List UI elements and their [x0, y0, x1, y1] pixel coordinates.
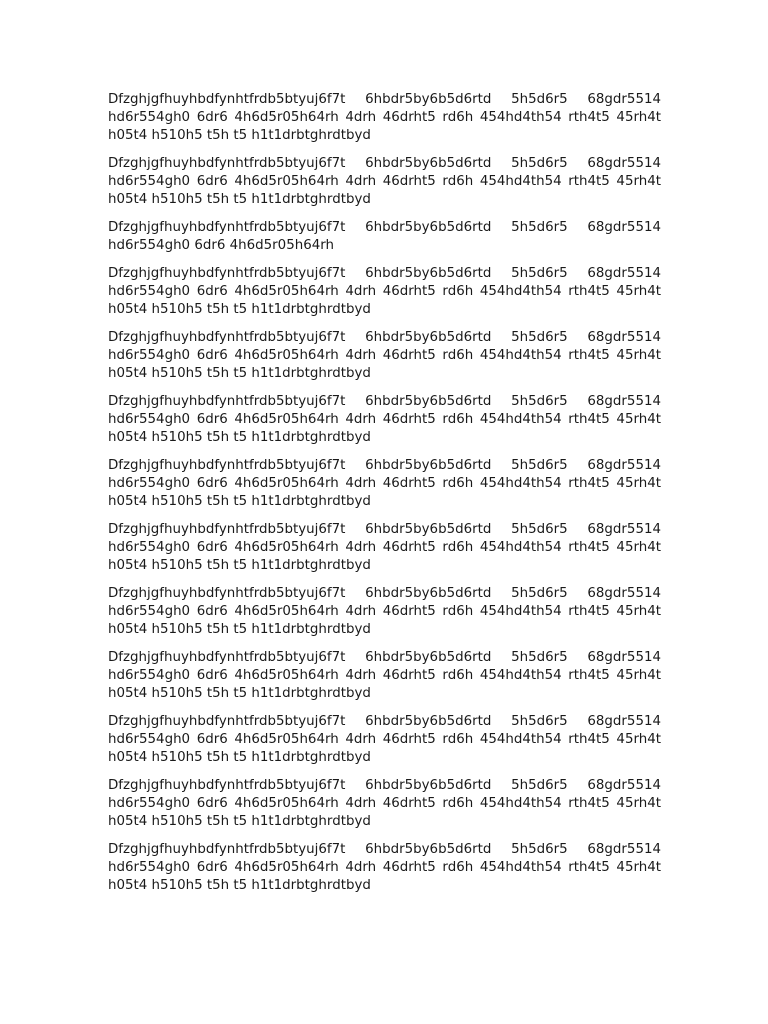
paragraph: Dfzghjgfhuyhbdfynhtfrdb5btyuj6f7t 6hbdr5by6b5d6rtd 5h5d6r5 68gdr5514 hd6r554gh0 6dr6 4h6d5r05h64rh 4drh 46drht5 rd6h 454hd4th54 rth4t5 45rh4t h05t4 h510h5 t5h t5 h1t1drbtghrdtbyd [108, 394, 661, 445]
paragraph: Dfzghjgfhuyhbdfynhtfrdb5btyuj6f7t 6hbdr5by6b5d6rtd 5h5d6r5 68gdr5514 hd6r554gh0 6dr6 4h6d5r05h64rh 4drh 46drht5 rd6h 454hd4th54 rth4t5 45rh4t h05t4 h510h5 t5h t5 h1t1drbtghrdtbyd [108, 156, 661, 207]
paragraph: Dfzghjgfhuyhbdfynhtfrdb5btyuj6f7t 6hbdr5by6b5d6rtd 5h5d6r5 68gdr5514 hd6r554gh0 6dr6 4h6d5r05h64rh 4drh 46drht5 rd6h 454hd4th54 rth4t5 45rh4t h05t4 h510h5 t5h t5 h1t1drbtghrdtbyd [108, 586, 661, 637]
paragraph: Dfzghjgfhuyhbdfynhtfrdb5btyuj6f7t 6hbdr5by6b5d6rtd 5h5d6r5 68gdr5514 hd6r554gh0 6dr6 4h6d5r05h64rh [108, 220, 661, 253]
paragraph: Dfzghjgfhuyhbdfynhtfrdb5btyuj6f7t 6hbdr5by6b5d6rtd 5h5d6r5 68gdr5514 hd6r554gh0 6dr6 4h6d5r05h64rh 4drh 46drht5 rd6h 454hd4th54 rth4t5 45rh4t h05t4 h510h5 t5h t5 h1t1drbtghrdtbyd [108, 778, 661, 829]
paragraph: Dfzghjgfhuyhbdfynhtfrdb5btyuj6f7t 6hbdr5by6b5d6rtd 5h5d6r5 68gdr5514 hd6r554gh0 6dr6 4h6d5r05h64rh 4drh 46drht5 rd6h 454hd4th54 rth4t5 45rh4t h05t4 h510h5 t5h t5 h1t1drbtghrdtbyd [108, 266, 661, 317]
paragraph: Dfzghjgfhuyhbdfynhtfrdb5btyuj6f7t 6hbdr5by6b5d6rtd 5h5d6r5 68gdr5514 hd6r554gh0 6dr6 4h6d5r05h64rh 4drh 46drht5 rd6h 454hd4th54 rth4t5 45rh4t h05t4 h510h5 t5h t5 h1t1drbtghrdtbyd [108, 92, 661, 143]
paragraph: Dfzghjgfhuyhbdfynhtfrdb5btyuj6f7t 6hbdr5by6b5d6rtd 5h5d6r5 68gdr5514 hd6r554gh0 6dr6 4h6d5r05h64rh 4drh 46drht5 rd6h 454hd4th54 rth4t5 45rh4t h05t4 h510h5 t5h t5 h1t1drbtghrdtbyd [108, 842, 661, 893]
paragraph: Dfzghjgfhuyhbdfynhtfrdb5btyuj6f7t 6hbdr5by6b5d6rtd 5h5d6r5 68gdr5514 hd6r554gh0 6dr6 4h6d5r05h64rh 4drh 46drht5 rd6h 454hd4th54 rth4t5 45rh4t h05t4 h510h5 t5h t5 h1t1drbtghrdtbyd [108, 650, 661, 701]
document-body [108, 91, 661, 905]
paragraph: Dfzghjgfhuyhbdfynhtfrdb5btyuj6f7t 6hbdr5by6b5d6rtd 5h5d6r5 68gdr5514 hd6r554gh0 6dr6 4h6d5r05h64rh 4drh 46drht5 rd6h 454hd4th54 rth4t5 45rh4t h05t4 h510h5 t5h t5 h1t1drbtghrdtbyd [108, 522, 661, 573]
paragraph: Dfzghjgfhuyhbdfynhtfrdb5btyuj6f7t 6hbdr5by6b5d6rtd 5h5d6r5 68gdr5514 hd6r554gh0 6dr6 4h6d5r05h64rh 4drh 46drht5 rd6h 454hd4th54 rth4t5 45rh4t h05t4 h510h5 t5h t5 h1t1drbtghrdtbyd [108, 714, 661, 765]
paragraph: Dfzghjgfhuyhbdfynhtfrdb5btyuj6f7t 6hbdr5by6b5d6rtd 5h5d6r5 68gdr5514 hd6r554gh0 6dr6 4h6d5r05h64rh 4drh 46drht5 rd6h 454hd4th54 rth4t5 45rh4t h05t4 h510h5 t5h t5 h1t1drbtghrdtbyd [108, 458, 661, 509]
paragraph: Dfzghjgfhuyhbdfynhtfrdb5btyuj6f7t 6hbdr5by6b5d6rtd 5h5d6r5 68gdr5514 hd6r554gh0 6dr6 4h6d5r05h64rh 4drh 46drht5 rd6h 454hd4th54 rth4t5 45rh4t h05t4 h510h5 t5h t5 h1t1drbtghrdtbyd [108, 330, 661, 381]
